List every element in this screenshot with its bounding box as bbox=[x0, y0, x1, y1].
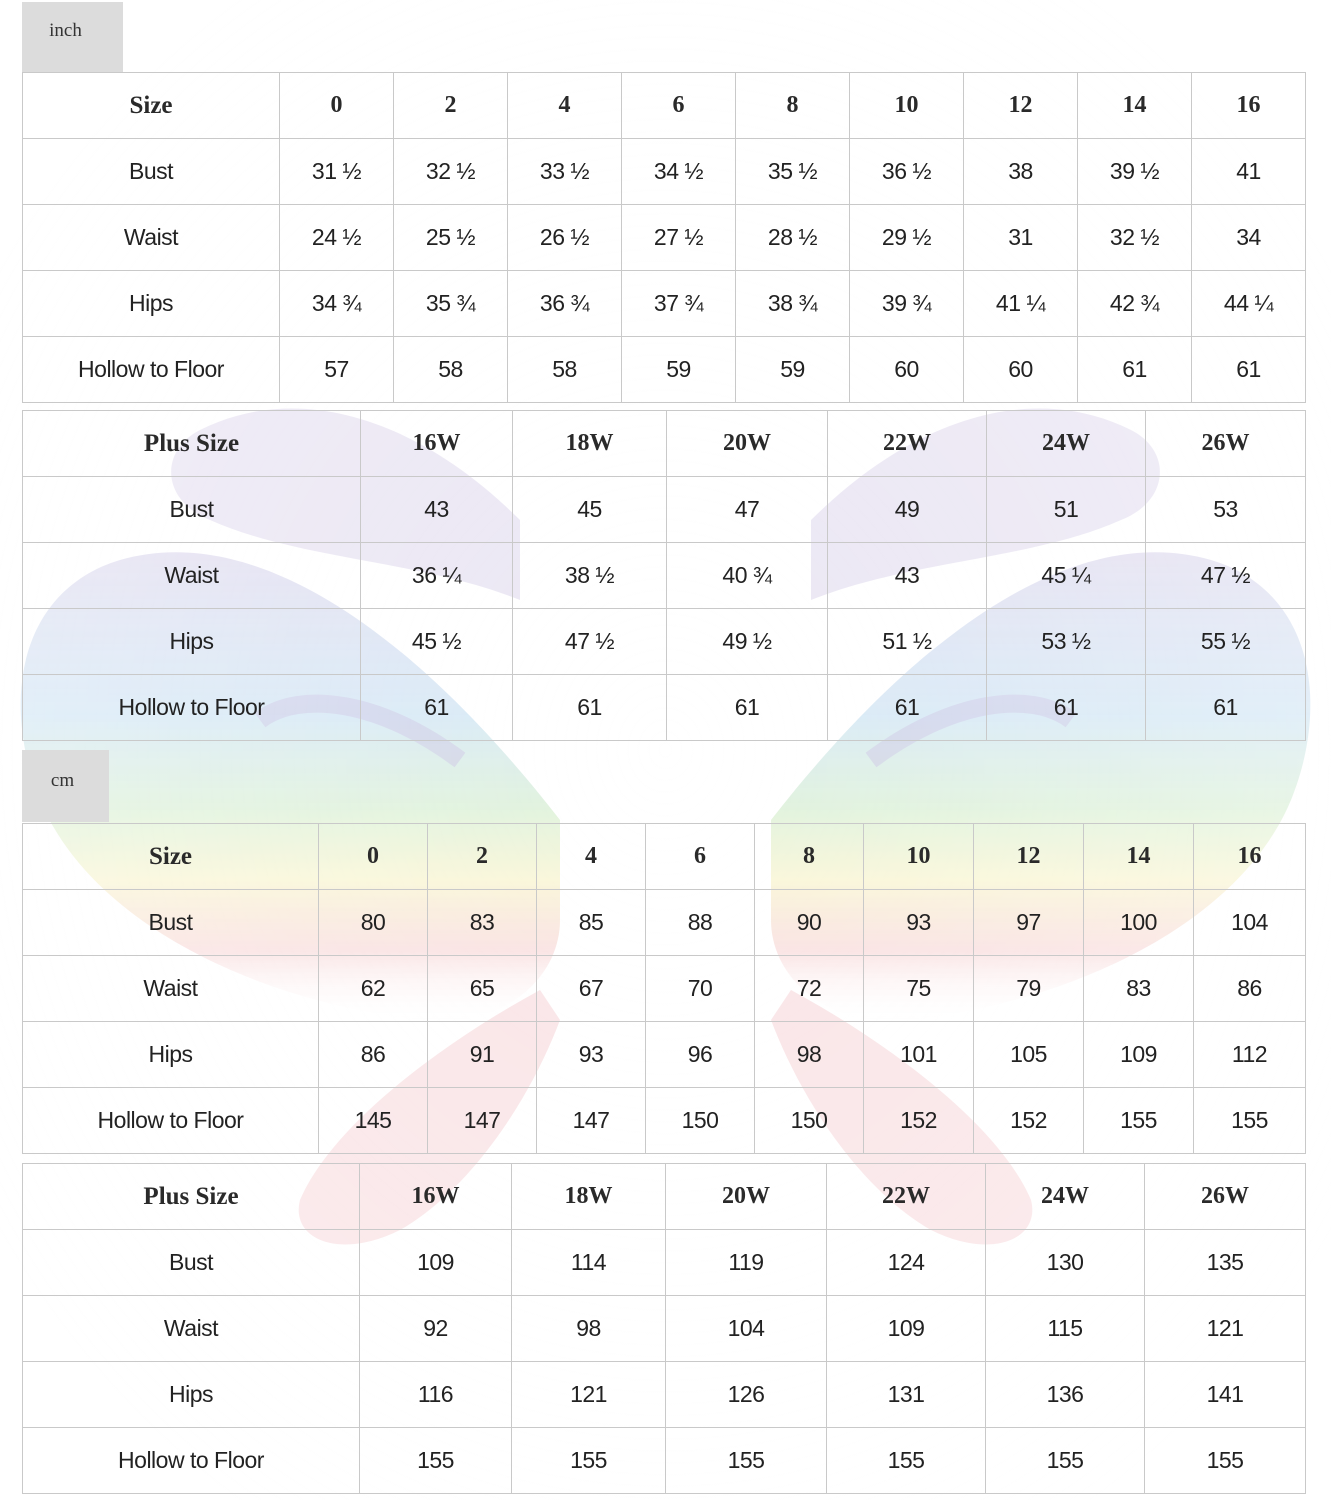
table-cell: 31 ½ bbox=[280, 139, 394, 205]
table-cell: 57 bbox=[280, 337, 394, 403]
row-label: Hollow to Floor bbox=[23, 337, 280, 403]
cm-size-table bbox=[22, 823, 1306, 1154]
table-cell: 51 bbox=[987, 477, 1146, 543]
table-cell: 35 ½ bbox=[736, 139, 850, 205]
table-cell: 119 bbox=[666, 1230, 827, 1296]
table-header-row bbox=[23, 824, 1306, 890]
table-cell: 70 bbox=[646, 956, 755, 1022]
table-cell: 155 bbox=[827, 1428, 986, 1494]
table-row bbox=[23, 1296, 1306, 1362]
table-header-row bbox=[23, 73, 1306, 139]
table-cell: 26 ½ bbox=[508, 205, 622, 271]
table-cell: 53 bbox=[1146, 477, 1306, 543]
header-cell: 20W bbox=[667, 411, 828, 477]
table-header-row bbox=[23, 411, 1306, 477]
table-cell: 75 bbox=[864, 956, 974, 1022]
header-cell: 26W bbox=[1146, 411, 1306, 477]
table-cell: 96 bbox=[646, 1022, 755, 1088]
table-cell: 115 bbox=[986, 1296, 1145, 1362]
table-cell: 136 bbox=[986, 1362, 1145, 1428]
table-cell: 49 ½ bbox=[667, 609, 828, 675]
header-cell: 10 bbox=[850, 73, 964, 139]
table-cell: 155 bbox=[360, 1428, 512, 1494]
table-cell: 152 bbox=[974, 1088, 1084, 1154]
table-cell: 62 bbox=[319, 956, 428, 1022]
table-cell: 60 bbox=[964, 337, 1078, 403]
table-cell: 155 bbox=[1145, 1428, 1306, 1494]
table-cell: 80 bbox=[319, 890, 428, 956]
table-cell: 45 ½ bbox=[361, 609, 513, 675]
header-cell: Size bbox=[23, 824, 319, 890]
header-cell: 22W bbox=[828, 411, 987, 477]
row-label: Waist bbox=[23, 205, 280, 271]
header-cell: 16W bbox=[360, 1164, 512, 1230]
table-row bbox=[23, 205, 1306, 271]
header-cell: 8 bbox=[736, 73, 850, 139]
table-cell: 41 ¼ bbox=[964, 271, 1078, 337]
row-label: Waist bbox=[23, 956, 319, 1022]
table-cell: 45 bbox=[513, 477, 667, 543]
table-cell: 86 bbox=[1194, 956, 1306, 1022]
header-cell: 2 bbox=[428, 824, 537, 890]
table-cell: 98 bbox=[512, 1296, 666, 1362]
table-cell: 104 bbox=[1194, 890, 1306, 956]
table-cell: 109 bbox=[827, 1296, 986, 1362]
table-cell: 47 ½ bbox=[1146, 543, 1306, 609]
table-cell: 61 bbox=[667, 675, 828, 741]
table-cell: 155 bbox=[986, 1428, 1145, 1494]
row-label: Hips bbox=[23, 271, 280, 337]
table-cell: 135 bbox=[1145, 1230, 1306, 1296]
header-cell: 4 bbox=[508, 73, 622, 139]
table-cell: 91 bbox=[428, 1022, 537, 1088]
header-cell: 10 bbox=[864, 824, 974, 890]
table-row bbox=[23, 543, 1306, 609]
table-cell: 25 ½ bbox=[394, 205, 508, 271]
table-cell: 83 bbox=[1084, 956, 1194, 1022]
table-cell: 86 bbox=[319, 1022, 428, 1088]
table-row bbox=[23, 675, 1306, 741]
header-cell: 22W bbox=[827, 1164, 986, 1230]
table-cell: 42 ¾ bbox=[1078, 271, 1192, 337]
table-cell: 37 ¾ bbox=[622, 271, 736, 337]
table-cell: 32 ½ bbox=[1078, 205, 1192, 271]
table-cell: 28 ½ bbox=[736, 205, 850, 271]
row-label: Hollow to Floor bbox=[23, 675, 361, 741]
table-row bbox=[23, 956, 1306, 1022]
header-cell: 6 bbox=[622, 73, 736, 139]
table-cell: 72 bbox=[755, 956, 864, 1022]
table-cell: 141 bbox=[1145, 1362, 1306, 1428]
table-cell: 67 bbox=[537, 956, 646, 1022]
table-cell: 43 bbox=[361, 477, 513, 543]
table-cell: 155 bbox=[666, 1428, 827, 1494]
table-cell: 150 bbox=[646, 1088, 755, 1154]
table-row bbox=[23, 1230, 1306, 1296]
table-cell: 31 bbox=[964, 205, 1078, 271]
header-cell: 24W bbox=[987, 411, 1146, 477]
table-cell: 38 ¾ bbox=[736, 271, 850, 337]
table-cell: 47 bbox=[667, 477, 828, 543]
table-cell: 100 bbox=[1084, 890, 1194, 956]
table-cell: 61 bbox=[987, 675, 1146, 741]
header-cell: 14 bbox=[1084, 824, 1194, 890]
table-cell: 55 ½ bbox=[1146, 609, 1306, 675]
table-cell: 150 bbox=[755, 1088, 864, 1154]
table-row bbox=[23, 1088, 1306, 1154]
table-cell: 114 bbox=[512, 1230, 666, 1296]
table-cell: 24 ½ bbox=[280, 205, 394, 271]
table-cell: 155 bbox=[1194, 1088, 1306, 1154]
table-row bbox=[23, 271, 1306, 337]
table-cell: 83 bbox=[428, 890, 537, 956]
header-cell: Plus Size bbox=[23, 411, 361, 477]
header-cell: 16W bbox=[361, 411, 513, 477]
unit-label-inch-text: inch bbox=[49, 20, 82, 41]
row-label: Waist bbox=[23, 543, 361, 609]
table-cell: 60 bbox=[850, 337, 964, 403]
table-row bbox=[23, 609, 1306, 675]
header-cell: 0 bbox=[319, 824, 428, 890]
table-cell: 79 bbox=[974, 956, 1084, 1022]
table-cell: 61 bbox=[1192, 337, 1306, 403]
header-cell: 0 bbox=[280, 73, 394, 139]
table-cell: 39 ½ bbox=[1078, 139, 1192, 205]
table-cell: 36 ¾ bbox=[508, 271, 622, 337]
header-cell: 14 bbox=[1078, 73, 1192, 139]
row-label: Bust bbox=[23, 1230, 360, 1296]
table-cell: 101 bbox=[864, 1022, 974, 1088]
table-cell: 59 bbox=[736, 337, 850, 403]
table-cell: 41 bbox=[1192, 139, 1306, 205]
table-row bbox=[23, 1022, 1306, 1088]
row-label: Hips bbox=[23, 609, 361, 675]
table-cell: 38 ½ bbox=[513, 543, 667, 609]
row-label: Waist bbox=[23, 1296, 360, 1362]
header-cell: 16 bbox=[1192, 73, 1306, 139]
row-label: Hips bbox=[23, 1022, 319, 1088]
table-cell: 53 ½ bbox=[987, 609, 1146, 675]
header-cell: 20W bbox=[666, 1164, 827, 1230]
table-header-row bbox=[23, 1164, 1306, 1230]
table-cell: 85 bbox=[537, 890, 646, 956]
table-cell: 36 ½ bbox=[850, 139, 964, 205]
header-cell: 12 bbox=[974, 824, 1084, 890]
header-cell: 4 bbox=[537, 824, 646, 890]
table-cell: 93 bbox=[537, 1022, 646, 1088]
table-cell: 105 bbox=[974, 1022, 1084, 1088]
inch-size-table bbox=[22, 72, 1306, 403]
table-cell: 51 ½ bbox=[828, 609, 987, 675]
header-cell: Size bbox=[23, 73, 280, 139]
header-cell: 18W bbox=[512, 1164, 666, 1230]
table-cell: 58 bbox=[394, 337, 508, 403]
header-cell: Plus Size bbox=[23, 1164, 360, 1230]
table-cell: 147 bbox=[537, 1088, 646, 1154]
table-cell: 33 ½ bbox=[508, 139, 622, 205]
table-cell: 126 bbox=[666, 1362, 827, 1428]
table-row bbox=[23, 1428, 1306, 1494]
table-row bbox=[23, 890, 1306, 956]
table-cell: 112 bbox=[1194, 1022, 1306, 1088]
table-cell: 152 bbox=[864, 1088, 974, 1154]
table-cell: 35 ¾ bbox=[394, 271, 508, 337]
table-cell: 61 bbox=[361, 675, 513, 741]
table-cell: 97 bbox=[974, 890, 1084, 956]
table-cell: 43 bbox=[828, 543, 987, 609]
header-cell: 26W bbox=[1145, 1164, 1306, 1230]
header-cell: 18W bbox=[513, 411, 667, 477]
row-label: Hollow to Floor bbox=[23, 1428, 360, 1494]
table-cell: 40 ¾ bbox=[667, 543, 828, 609]
table-cell: 116 bbox=[360, 1362, 512, 1428]
table-cell: 155 bbox=[1084, 1088, 1194, 1154]
row-label: Bust bbox=[23, 890, 319, 956]
cm-plus-size-table bbox=[22, 1163, 1306, 1494]
table-row bbox=[23, 337, 1306, 403]
table-cell: 34 bbox=[1192, 205, 1306, 271]
header-cell: 2 bbox=[394, 73, 508, 139]
table-cell: 61 bbox=[513, 675, 667, 741]
table-cell: 36 ¼ bbox=[361, 543, 513, 609]
table-cell: 29 ½ bbox=[850, 205, 964, 271]
table-cell: 109 bbox=[360, 1230, 512, 1296]
row-label: Bust bbox=[23, 477, 361, 543]
table-cell: 98 bbox=[755, 1022, 864, 1088]
table-cell: 155 bbox=[512, 1428, 666, 1494]
header-cell: 6 bbox=[646, 824, 755, 890]
table-cell: 39 ¾ bbox=[850, 271, 964, 337]
table-cell: 34 ¾ bbox=[280, 271, 394, 337]
table-cell: 38 bbox=[964, 139, 1078, 205]
table-cell: 44 ¼ bbox=[1192, 271, 1306, 337]
table-cell: 92 bbox=[360, 1296, 512, 1362]
table-cell: 32 ½ bbox=[394, 139, 508, 205]
table-cell: 59 bbox=[622, 337, 736, 403]
table-cell: 65 bbox=[428, 956, 537, 1022]
inch-plus-size-table bbox=[22, 410, 1306, 741]
table-cell: 131 bbox=[827, 1362, 986, 1428]
row-label: Bust bbox=[23, 139, 280, 205]
table-row bbox=[23, 477, 1306, 543]
row-label: Hips bbox=[23, 1362, 360, 1428]
table-cell: 88 bbox=[646, 890, 755, 956]
table-cell: 121 bbox=[1145, 1296, 1306, 1362]
table-cell: 147 bbox=[428, 1088, 537, 1154]
table-cell: 145 bbox=[319, 1088, 428, 1154]
table-cell: 90 bbox=[755, 890, 864, 956]
table-row bbox=[23, 139, 1306, 205]
table-cell: 121 bbox=[512, 1362, 666, 1428]
table-cell: 93 bbox=[864, 890, 974, 956]
table-cell: 58 bbox=[508, 337, 622, 403]
table-row bbox=[23, 1362, 1306, 1428]
table-cell: 49 bbox=[828, 477, 987, 543]
unit-label-cm-text: cm bbox=[50, 770, 75, 791]
table-cell: 124 bbox=[827, 1230, 986, 1296]
table-cell: 130 bbox=[986, 1230, 1145, 1296]
table-cell: 61 bbox=[1078, 337, 1192, 403]
header-cell: 24W bbox=[986, 1164, 1145, 1230]
table-cell: 109 bbox=[1084, 1022, 1194, 1088]
unit-label-cm bbox=[22, 750, 109, 822]
table-cell: 61 bbox=[828, 675, 987, 741]
unit-label-inch bbox=[22, 2, 123, 72]
table-cell: 61 bbox=[1146, 675, 1306, 741]
table-cell: 27 ½ bbox=[622, 205, 736, 271]
table-cell: 34 ½ bbox=[622, 139, 736, 205]
table-cell: 104 bbox=[666, 1296, 827, 1362]
header-cell: 12 bbox=[964, 73, 1078, 139]
table-cell: 45 ¼ bbox=[987, 543, 1146, 609]
header-cell: 8 bbox=[755, 824, 864, 890]
header-cell: 16 bbox=[1194, 824, 1306, 890]
table-cell: 47 ½ bbox=[513, 609, 667, 675]
row-label: Hollow to Floor bbox=[23, 1088, 319, 1154]
